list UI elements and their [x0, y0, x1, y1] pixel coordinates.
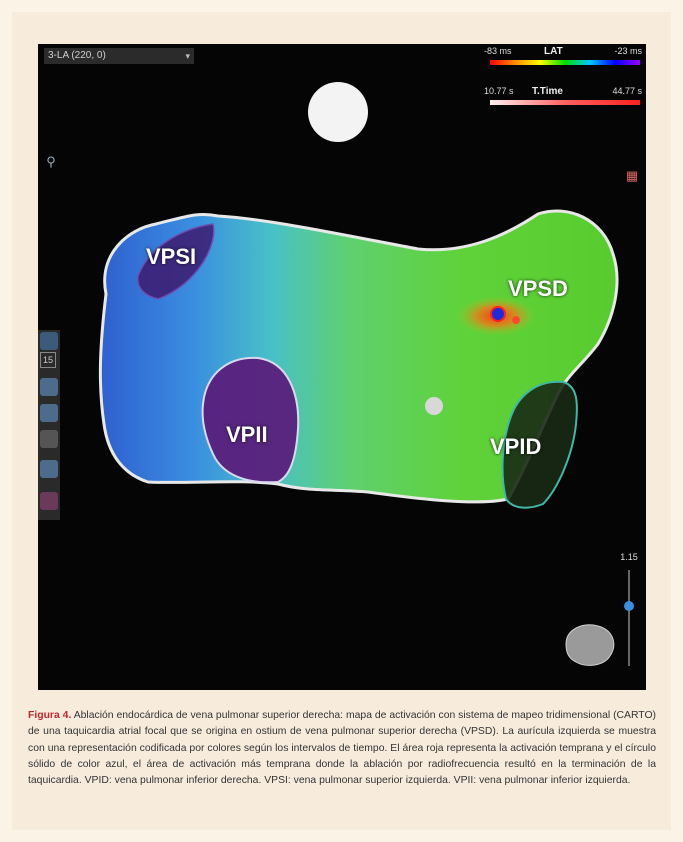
zoom-slider[interactable] — [616, 552, 642, 682]
carto-map-viewer[interactable] — [38, 44, 646, 690]
view-label-text: 3-LA (220, 0) — [48, 50, 106, 61]
orientation-head-icon[interactable] — [566, 625, 614, 665]
lat-min: -83 ms — [484, 46, 512, 56]
zoom-track[interactable] — [628, 570, 630, 666]
magnifier-icon[interactable]: ⚲ — [46, 154, 56, 169]
paint-tool-icon[interactable] — [40, 378, 58, 396]
view-tool-icon[interactable] — [40, 460, 58, 478]
dropdown-icon[interactable]: ▾ — [185, 51, 190, 61]
lat-max: -23 ms — [614, 46, 642, 56]
label-vpsd: VPSD — [508, 276, 568, 301]
activation-map — [38, 44, 646, 690]
color-tool-icon[interactable] — [40, 492, 58, 510]
label-vpsi: VPSI — [146, 244, 197, 269]
ttime-min: 10.77 s — [484, 86, 514, 96]
hand-tool-icon[interactable] — [40, 332, 58, 350]
zoom-value: 1.15 — [620, 552, 638, 562]
layer-tool-icon[interactable] — [40, 430, 58, 448]
lat-gradient-bar — [490, 60, 640, 65]
ttime-max: 44.77 s — [612, 86, 642, 96]
grid-tools-icon[interactable]: ▦ — [625, 168, 639, 183]
label-vpii: VPII — [226, 422, 268, 447]
zoom-knob[interactable] — [624, 601, 634, 611]
caption-text: Ablación endocárdica de vena pulmonar superior derecha: mapa de activación con sistema de mapeo tridimensional (CARTO) de una taquicardia atrial focal que se origina en ostium de vena pulmonar superior derecha (VPSD). La aurícula izquierda se muestra con una representación codificada por colores según los intervalos de tiempo. El área roja representa la activación temprana y el círculo sólido de color azul, el área de activación más temprana donde la ablación por radiofrecuencia resultó en la terminación de la taquicardia. VPID: vena pulmonar inferior derecha. VPSI: vena pulmonar superior izquierda. VPII: vena pulmonar inferior izquierda. — [28, 710, 656, 787]
figure-label: Figura 4. — [28, 710, 72, 721]
reference-sphere — [308, 82, 368, 142]
toolbar-number[interactable]: 15 — [40, 352, 56, 368]
ttime-scale — [484, 86, 644, 112]
figure-caption — [28, 708, 656, 789]
rotate-tool-icon[interactable] — [40, 404, 58, 422]
ttime-title: T.Time — [532, 86, 563, 97]
view-label[interactable] — [44, 48, 194, 64]
label-vpid: VPID — [490, 434, 542, 459]
ablation-point — [512, 316, 520, 324]
side-toolbar — [38, 330, 60, 520]
ttime-gradient-bar — [490, 100, 640, 105]
center-marker — [425, 397, 443, 415]
lat-color-scale — [484, 46, 644, 72]
lat-title: LAT — [544, 46, 563, 57]
earliest-activation-dot — [491, 307, 505, 321]
